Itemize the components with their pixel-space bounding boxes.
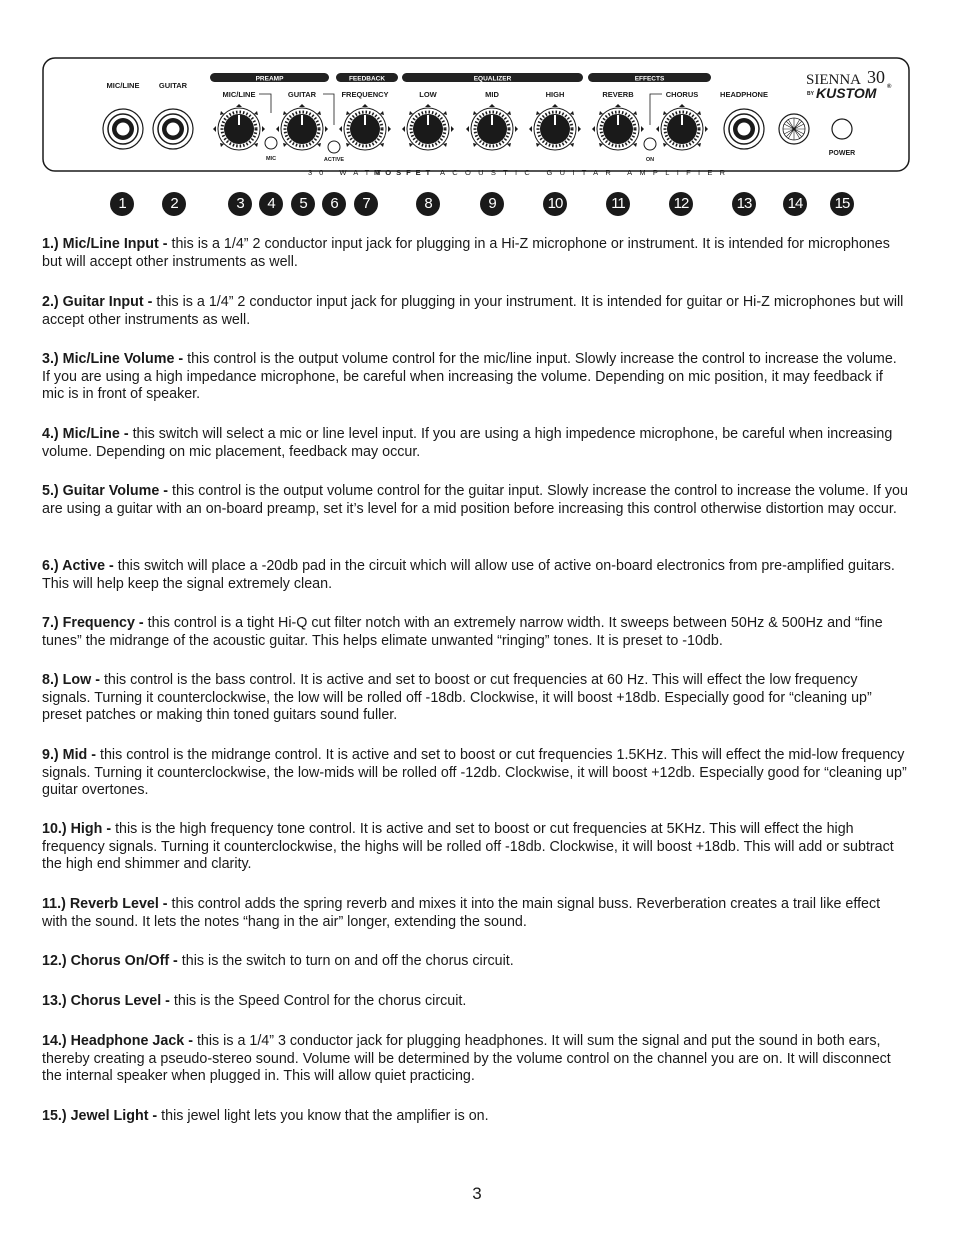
description-item — [42, 747, 908, 800]
callout-13: 13 — [732, 192, 756, 216]
chorus-on-switch[interactable] — [644, 138, 656, 150]
logo-mark: ® — [887, 84, 892, 90]
description-title: 4.) Mic/Line - — [42, 426, 129, 442]
description-body: this control is the bass control. It is active and set to boost or cut frequencies at 60 Hz. This will effect the low frequency signals. Turning it counterclockwise, the low will be rolled off -18db. Clockwise, it will boost +18db. Especially good for “cleaning up” preset patches or making thin toned guitars sound fuller. — [42, 672, 872, 724]
page-number: 3 — [472, 1184, 482, 1203]
callout-5: 5 — [291, 192, 315, 216]
description-body: this is the Speed Control for the chorus circuit. — [169, 993, 467, 1009]
description-title: 14.) Headphone Jack - — [42, 1033, 193, 1049]
description-title: 15.) Jewel Light - — [42, 1108, 158, 1124]
logo-by: BY — [807, 91, 814, 97]
feedback-section-label: FEEDBACK — [348, 75, 386, 83]
tagline-description: ACOUSTIC GUITAR AMPLIFIER — [440, 168, 733, 177]
description-item — [42, 426, 908, 461]
description-item — [42, 294, 908, 329]
mic-line-volume-label: MIC/LINE — [222, 90, 256, 99]
equalizer-section-label: EQUALIZER — [473, 75, 512, 83]
callout-12: 12 — [669, 192, 693, 216]
description-body: this control is a tight Hi-Q cut filter notch with an extremely narrow width. It sweeps between 50Hz & 500Hz and “fine tunes” the midrange of the acoustic guitar. This helps elimate unwanted “ringing” tones. It is preset to -10db. — [42, 615, 883, 649]
description-item — [42, 896, 908, 931]
description-body: this is a 1/4” 2 conductor input jack for plugging in your instrument. It is intended for guitar or Hi-Z microphones but will accept other instruments as well. — [42, 294, 904, 328]
guitar-volume-label: GUITAR — [287, 90, 317, 99]
guitar-jack-label: GUITAR — [158, 81, 188, 90]
mic-line-switch[interactable] — [265, 137, 277, 149]
description-item — [42, 615, 908, 650]
description-body: this is the high frequency tone control. It is active and set to boost or cut frequencies at 5KHz. This will effect the high frequency signals. Turning it counterclockwise, the highs will be rolled off -18db. Clockwise, it will boost +18db. This will add or subtract the high end shimmer and clarity. — [42, 821, 894, 873]
jewel-light — [779, 114, 809, 144]
callout-2: 2 — [162, 192, 186, 216]
low-label: LOW — [419, 90, 437, 99]
description-item — [42, 351, 908, 404]
description-title: 5.) Guitar Volume - — [42, 483, 169, 499]
description-item — [42, 1108, 908, 1126]
effects-section-label: EFFECTS — [634, 75, 665, 83]
description-title: 1.) Mic/Line Input - — [42, 236, 168, 252]
callout-10: 10 — [543, 192, 567, 216]
description-body: this switch will select a mic or line level input. If you are using a high impedence microphone, be careful when increasing volume. Depending on mic placement, feedback may occur. — [42, 426, 893, 460]
callout-6: 6 — [322, 192, 346, 216]
logo-model: SIENNA — [806, 72, 861, 88]
on-switch-label: ON — [645, 157, 655, 163]
headphone-label: HEADPHONE — [720, 90, 768, 99]
description-title: 3.) Mic/Line Volume - — [42, 351, 184, 367]
description-title: 10.) High - — [42, 821, 112, 837]
amp-control-panel — [42, 57, 912, 187]
description-title: 12.) Chorus On/Off - — [42, 953, 178, 969]
power-switch[interactable] — [832, 119, 852, 139]
description-item — [42, 953, 908, 971]
callout-11: 11 — [606, 192, 630, 216]
description-body: this control is the midrange control. It is active and set to boost or cut frequencies 1.5KHz. This will effect the mid-low frequency signals. Turning it counterclockwise, the low-mids will be rolled off -12db. Clockwise, it will boost +12db. Especially good for “cleaning up” guitar overtones. — [42, 747, 907, 799]
description-item — [42, 236, 908, 271]
description-body: this control is the output volume control for the guitar input. Slowly increase the control to increase the volume. If you are using a guitar with an on-board preamp, set it’s level for a mid position before increasing this control otherwise distortion may occur. — [42, 483, 908, 517]
callout-7: 7 — [354, 192, 378, 216]
active-switch[interactable] — [328, 141, 340, 153]
tagline-brand: MOSFET — [374, 168, 436, 177]
callout-14: 14 — [783, 192, 807, 216]
description-item — [42, 821, 908, 874]
high-label: HIGH — [545, 90, 565, 99]
description-item — [42, 483, 908, 518]
description-body: this switch will place a -20db pad in the circuit which will allow use of active on-board electronics from pre-amplified guitars. This will help keep the signal extremely clean. — [42, 558, 895, 592]
description-title: 7.) Frequency - — [42, 615, 144, 631]
callout-4: 4 — [259, 192, 283, 216]
description-body: this jewel light lets you know that the amplifier is on. — [157, 1108, 489, 1124]
description-body: this is the switch to turn on and off the chorus circuit. — [177, 953, 514, 969]
description-title: 6.) Active - — [42, 558, 114, 574]
description-body: this control is the output volume control for the mic/line input. Slowly increase the control to increase the volume. If you are using a high impedance microphone, be careful when increasing the volume. Depending on mic position, it may feedback if mic is in front of speaker. — [42, 351, 897, 403]
description-title: 13.) Chorus Level - — [42, 993, 170, 1009]
mic-switch-label: MIC — [265, 156, 277, 162]
description-item — [42, 993, 908, 1011]
callout-9: 9 — [480, 192, 504, 216]
callout-8: 8 — [416, 192, 440, 216]
mic-line-jack-label: MIC/LINE — [106, 81, 140, 90]
tagline-wattage: 30 WATT — [308, 168, 388, 177]
power-label: POWER — [828, 150, 856, 157]
callout-1: 1 — [110, 192, 134, 216]
description-body: this control adds the spring reverb and mixes it into the main signal buss. Reverberation creates a trail like effect with the sound. It lets the notes “hang in the air” longer, extending the sound. — [42, 896, 881, 930]
description-item — [42, 672, 908, 725]
mid-label: MID — [485, 90, 499, 99]
active-switch-label: ACTIVE — [323, 157, 345, 163]
description-body: this is a 1/4” 3 conductor jack for plugging headphones. It will sum the signal and put the sound in both ears, thereby creating a pseudo-stereo sound. Volume will be determined by the volume control on the channel you are on. It will disconnect the internal speaker when plugged in. This will allow quiet practicing. — [42, 1033, 891, 1085]
description-item — [42, 558, 908, 593]
reverb-label: REVERB — [602, 90, 634, 99]
callout-15: 15 — [830, 192, 854, 216]
preamp-section-label: PREAMP — [255, 75, 284, 83]
logo-brand: KUSTOM — [816, 85, 877, 101]
description-title: 8.) Low - — [42, 672, 100, 688]
chorus-label: CHORUS — [665, 90, 699, 99]
description-item — [42, 1033, 908, 1086]
logo-number: 30 — [867, 67, 885, 87]
description-title: 11.) Reverb Level - — [42, 896, 168, 912]
description-title: 2.) Guitar Input - — [42, 294, 153, 310]
description-body: this is a 1/4” 2 conductor input jack for plugging in a Hi-Z microphone or instrument. It is intended for microphones but will accept other instruments as well. — [42, 236, 890, 270]
description-title: 9.) Mid - — [42, 747, 97, 763]
callout-3: 3 — [228, 192, 252, 216]
frequency-label: FREQUENCY — [341, 90, 389, 99]
